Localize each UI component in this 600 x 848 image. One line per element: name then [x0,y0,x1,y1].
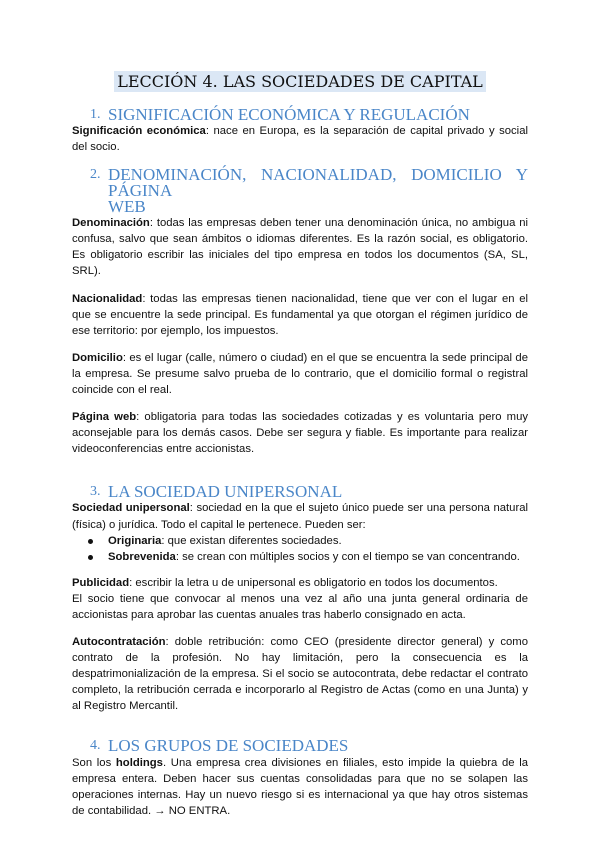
section-1-heading: 1. SIGNIFICACIÓN ECONÓMICA Y REGULACIÓN [90,105,470,124]
paragraph-pagina-web: Página web: obligatoria para todas las sociedades cotizadas y es voluntaria pero muy aconsejable para los demás casos. Debe ser segura y fiable. Es importante para realizar videoconferencias entre accionistas. [72,411,528,456]
paragraph-domicilio: Domicilio: es el lugar (calle, número o ciudad) en el que se encuentra la sede principal de la empresa. Se presume salvo prueba de lo contrario, que el domicilio formal o registral coincide con el real. [72,351,528,397]
paragraph-autocontratacion: Autocontratación: doble retribución: como CEO (presidente director general) y como contrato de la profesión. No hay limitación, pero la consecuencia es la despatrimonialización de la empresa. Si el socio se autocontrata, debe redactar el contrato completo, la retribución cerrada e incorporarlo al Registro de Actas (como en una Junta) y al Registro Mercantil. [72,636,528,713]
paragraph-significacion: Significación económica: nace en Europa, es la separación de capital privado y social del socio. [72,125,528,154]
document-title: LECCIÓN 4. LAS SOCIEDADES DE CAPITAL [0,71,600,93]
section-2-heading: 2. DENOMINACIÓN, NACIONALIDAD, DOMICILIO Y PÁGINA WEB [90,165,528,217]
paragraph-nacionalidad: Nacionalidad: todas las empresas tienen nacionalidad, tiene que ver con el lugar en el que se encuentre la sede principal. Es fundamental ya que otorgan el régimen jurídico de ese territorio: por ejemplo, los impuestos. [72,292,528,337]
paragraph-holdings: Son los holdings. Una empresa crea divisiones en filiales, esto impide la quiebra de la empresa entera. Deben hacer sus cuentas consolidadas para que no se solapen las operaciones internas. Hay un nuevo riesgo si es internacional ya que hay otros sistemas de contabilidad. → NO ENTRA. [72,756,528,817]
list-item: Originaria: que existan diferentes sociedades. [108,533,528,549]
bullet-list [72,533,528,565]
paragraph-publicidad: Publicidad: escribir la letra u de unipersonal es obligatorio en todos los documentos. El socio tiene que convocar al menos una vez al año una junta general ordinaria de accionistas para aprobar las cuentas anuales tras haberlo consignado en acta. [72,576,528,621]
section-4-heading: 4. LOS GRUPOS DE SOCIEDADES [90,735,349,755]
section-3-heading: 3. LA SOCIEDAD UNIPERSONAL [90,482,343,502]
document-body [72,0,528,819]
paragraph-sociedad-unipersonal: Sociedad unipersonal: sociedad en la que el sujeto único puede ser una persona natural (física) o jurídica. Todo el capital le pertenece. Pueden ser: Originaria: que existan diferentes sociedades. Sobrevenida: se crean con múltiples socios y con el tiempo se van concentrando. [72,500,528,564]
paragraph-denominacion: Denominación: todas las empresas deben tener una denominación única, no ambigua ni confusa, salvo que sean ámbitos o idiomas diferentes. Es la razón social, es obligatorio. Es obligatorio escribir las iniciales del tipo empresa en todos los documentos (SA, SL, SRL). [72,217,528,278]
list-item: Sobrevenida: se crean con múltiples socios y con el tiempo se van concentrando. [108,549,528,565]
